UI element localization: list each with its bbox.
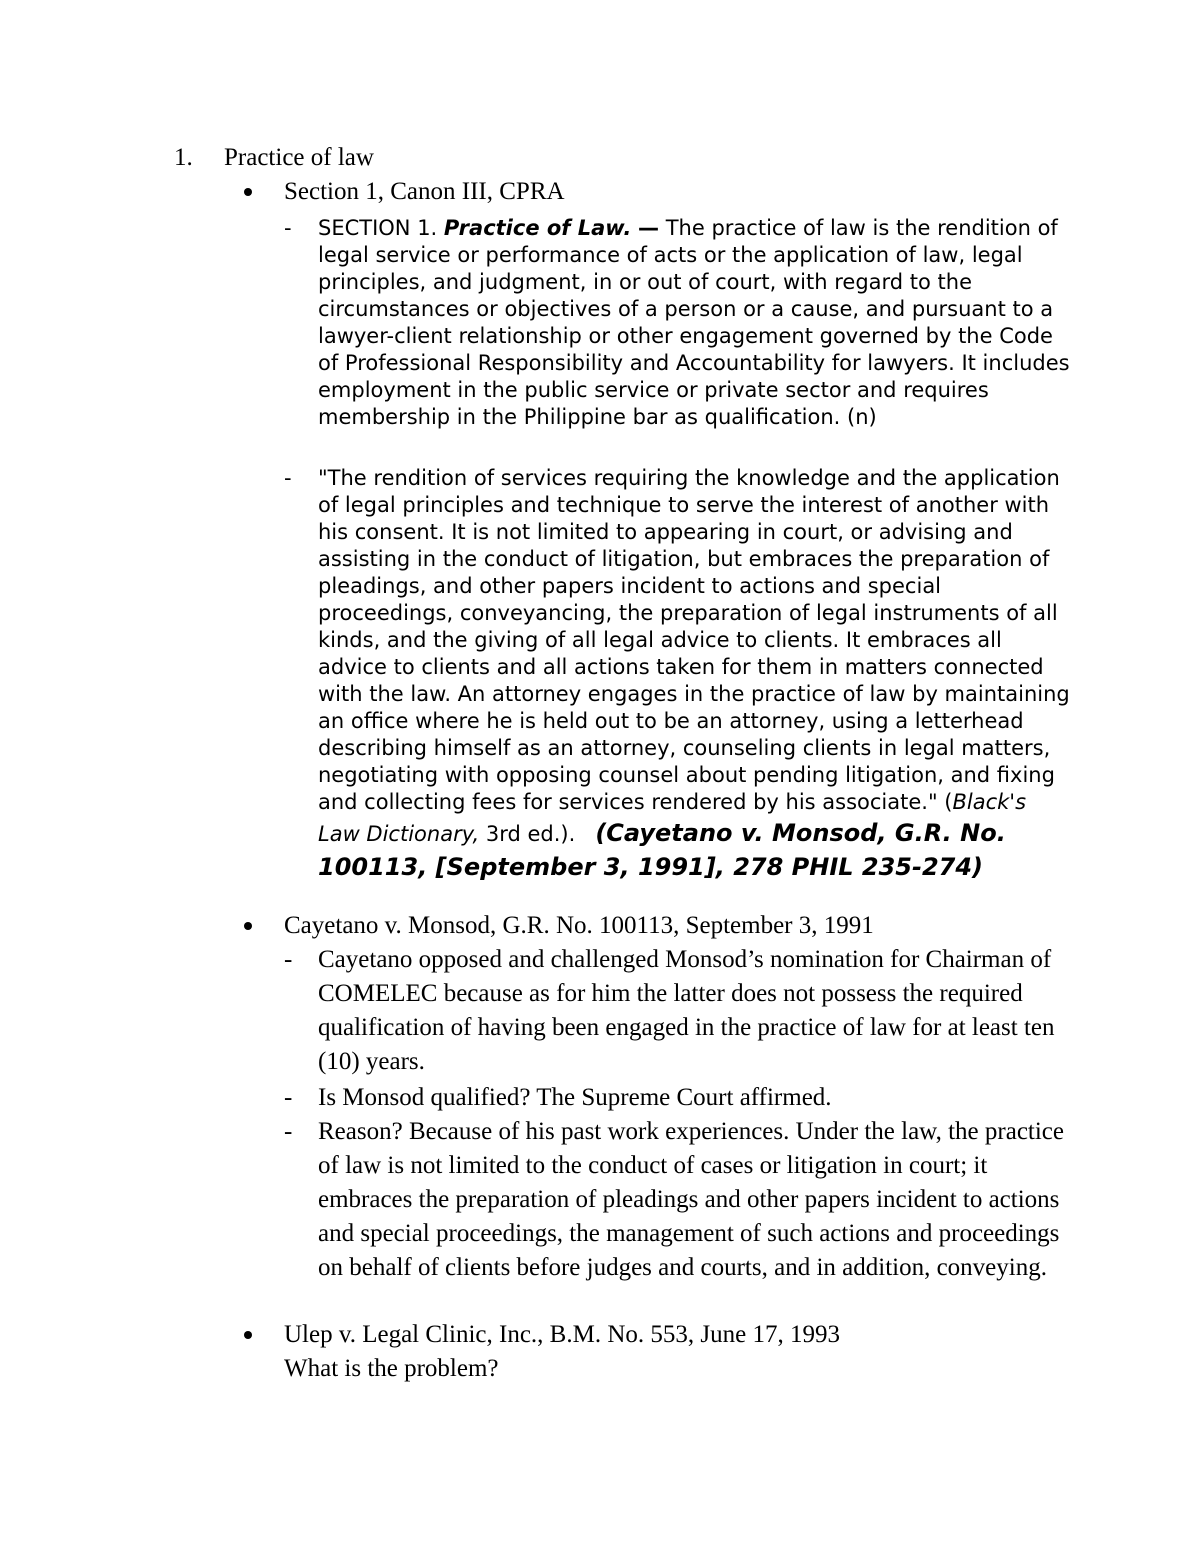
- dash-marker: -: [284, 1118, 293, 1145]
- heading-title: Practice of law: [224, 144, 374, 171]
- section-title: Practice of Law.: [443, 216, 632, 240]
- case-citation: (Cayetano v. Monsod, G.R. No. 100113, [September 3, 1991], 278 PHIL 235-274): [318, 819, 1006, 881]
- sub-item-cayetano-reason: [284, 1115, 1074, 1285]
- heading-number: 1.: [174, 144, 193, 171]
- em-dash: —: [638, 216, 660, 240]
- bullet-dot-icon: [244, 1331, 252, 1339]
- sub-item-body: [318, 465, 1074, 884]
- sub-item-body: Is Monsod qualified? The Supreme Court affirmed.: [318, 1084, 832, 1111]
- bullet-text: Ulep v. Legal Clinic, Inc., B.M. No. 553, June 17, 1993: [284, 1321, 840, 1348]
- sub-item-section-1: [284, 215, 1074, 431]
- dash-marker: -: [284, 946, 293, 973]
- source-title: Black's Law Dictionary,: [318, 790, 1027, 846]
- ulep-question: What is the problem?: [284, 1355, 499, 1382]
- quote-text: "The rendition of services requiring the knowledge and the application of legal principles and technique to serve the interest of another with his consent. It is not limited to appearing in court, or advising and assisting in the conduct of litigation, but embraces the preparation of pleadings, and other papers incident to actions and special proceedings, conveyancing, the preparation of legal instruments of all kinds, and the giving of all legal advice to clients. It embraces all advice to clients and all actions taken for them in matters connected with the law. An attorney engages in the practice of law by maintaining an office where he is held out to be an attorney, using a letterhead describing himself as an attorney, counseling clients in legal matters, negotiating with opposing counsel about pending litigation, and fixing and collecting fees for services rendered by his associate." (: [318, 466, 1070, 814]
- section-heading: [174, 141, 374, 175]
- source-edition: 3rd ed.).: [479, 822, 576, 846]
- dash-marker: -: [284, 216, 292, 240]
- bullet-text: Cayetano v. Monsod, G.R. No. 100113, September 3, 1991: [284, 912, 874, 939]
- sub-item-body: Reason? Because of his past work experiences. Under the law, the practice of law is not limited to the conduct of cases or litigation in court; it embraces the preparation of pleadings and other papers incident to actions and special proceedings, the management of such actions and proceedings on behalf of clients before judges and courts, and in addition, conveying.: [318, 1118, 1064, 1281]
- dash-marker: -: [284, 466, 292, 490]
- sub-item-cayetano-facts: [284, 943, 1074, 1079]
- section-text: The practice of law is the rendition of legal service or performance of acts or the application of law, legal principles, and judgment, in or out of court, with regard to the circumstances or objectives of a person or a cause, and pursuant to a lawyer-client relationship or other engagement governed by the Code of Professional Responsibility and Accountability for lawyers. It includes employment in the public service or private sector and requires membership in the Philippine bar as qualification. (n): [318, 216, 1070, 429]
- bullet-dot-icon: [244, 188, 252, 196]
- bullet-dot-icon: [244, 922, 252, 930]
- sub-item-body: Cayetano opposed and challenged Monsod’s nomination for Chairman of COMELEC because as for him the latter does not possess the required qualification of having been engaged in the practice of law for at least ten (10) years.: [318, 946, 1055, 1075]
- bullet-text: Section 1, Canon III, CPRA: [284, 178, 565, 205]
- sub-item-cayetano-issue: [284, 1081, 1074, 1115]
- dash-marker: -: [284, 1084, 293, 1111]
- section-label: SECTION 1.: [318, 216, 438, 240]
- sub-item-blacks-law-quote: [284, 465, 1074, 884]
- sub-item-body: [318, 215, 1074, 431]
